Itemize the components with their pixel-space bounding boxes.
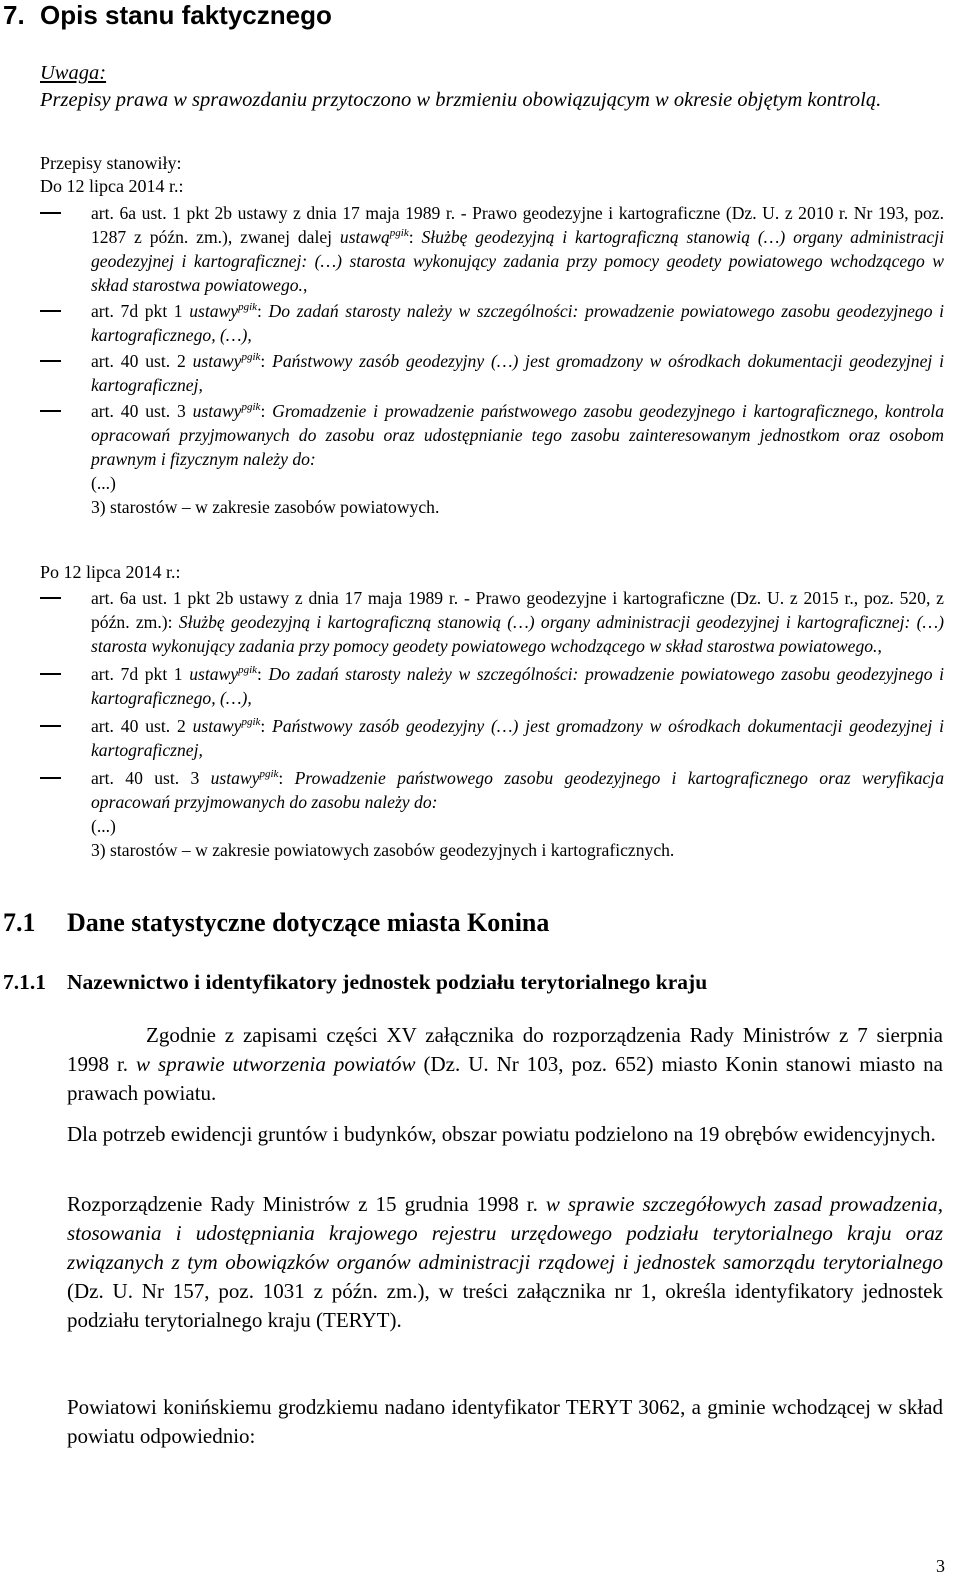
paragraph: Dla potrzeb ewidencji gruntów i budynków, obszar powiatu podzielono na 19 obrębów ewidencyjnych. <box>67 1122 936 1146</box>
note-block <box>40 60 945 114</box>
dash-bullet <box>40 360 61 362</box>
page-number: 3 <box>936 1556 945 1576</box>
subsubsection-title: Nazewnictwo i identyfikatory jednostek podziału terytorialnego kraju <box>67 970 708 994</box>
dash-bullet <box>40 725 61 727</box>
dash-bullet <box>40 212 61 214</box>
provisions-list-after <box>40 586 944 862</box>
paragraph: Powiatowi konińskiemu grodzkiemu nadano identyfikator TERYT 3062, a gminie wchodzącej w skład powiatu odpowiednio: <box>67 1395 943 1448</box>
dash-bullet <box>40 673 61 675</box>
subsection-title: Dane statystyczne dotyczące miasta Konina <box>67 908 550 937</box>
section-number: 7. <box>3 0 25 30</box>
paragraph: Zgodnie z zapisami części XV załącznika do rozporządzenia Rady Ministrów z 7 sierpnia 1998 r. w sprawie utworzenia powiatów (Dz. U. Nr 103, poz. 652) miasto Konin stanowi miasto na prawach powiatu. <box>67 1023 943 1105</box>
list-item: art. 6a ust. 1 pkt 2b ustawy z dnia 17 maja 1989 r. - Prawo geodezyjne i kartograficzne (Dz. U. z 2010 r. Nr 193, poz. 1287 z późn. zm.), zwanej dalej ustawą$^{pgik}$: Służbę geodezyjną i kartograficzną stanowią (…) organy administracji geodezyjnej i kartograficznej: (…) starosta wykonujący zadania przy pomocy geodety powiatowego wchodzącego w skład starostwa powiatowego., <box>40 201 944 297</box>
period-label-after: Po 12 lipca 2014 r.: <box>40 562 181 582</box>
note-label: Uwaga: <box>40 62 107 84</box>
period-label-before: Do 12 lipca 2014 r.: <box>40 176 184 196</box>
section-title: Opis stanu faktycznego <box>40 0 332 30</box>
list-item: art. 7d pkt 1 ustawy$^{pgik}$: Do zadań starosty należy w szczególności: prowadzenie powiatowego zasobu geodezyjnego i kartograficznego, (…), <box>40 299 944 347</box>
list-item: art. 40 ust. 3 ustawy$^{pgik}$: Gromadzenie i prowadzenie państwowego zasobu geodezyjnego i kartograficznego, kontrola opracowań przyjmowanych do zasobu oraz udostępnianie tego zasobu zainteresowanym jednostkom oraz osobom prawnym i fizycznym należy do: (...) 3) starostów – w zakresie zasobów powiatowych. <box>40 399 944 519</box>
paragraph: Rozporządzenie Rady Ministrów z 15 grudnia 1998 r. w sprawie szczegółowych zasad prowadzenia, stosowania i udostępniania krajowego rejestru urzędowego podziału terytorialnego kraju oraz związanych z tym obowiązków organów administracji rządowej i jednostek samorządu terytorialnego (Dz. U. Nr 157, poz. 1031 z późn. zm.), w treści załącznika nr 1, określa identyfikatory jednostek podziału terytorialnego kraju (TERYT). <box>67 1192 943 1332</box>
dash-bullet <box>40 410 61 412</box>
dash-bullet <box>40 597 61 599</box>
list-item: art. 6a ust. 1 pkt 2b ustawy z dnia 17 maja 1989 r. - Prawo geodezyjne i kartograficzne (Dz. U. z 2015 r., poz. 520, z późn. zm.): Służbę geodezyjną i kartograficzną stanowią (…) organy administracji geodezyjnej i kartograficznej: (…) starosta wykonujący zadania przy pomocy geodety powiatowego wchodzącego w skład starostwa powiatowego., <box>40 586 944 658</box>
note-text: Przepisy prawa w sprawozdaniu przytoczono w brzmieniu obowiązującym w okresie objętym kontrolą. <box>40 89 882 111</box>
list-item: art. 40 ust. 3 ustawy$^{pgik}$: Prowadzenie państwowego zasobu geodezyjnego i kartograficznego oraz weryfikacja opracowań przyjmowanych do zasobu należy do: (...) 3) starostów – w zakresie powiatowych zasobów geodezyjnych i kartograficznych. <box>40 766 944 862</box>
subsection-number: 7.1 <box>3 908 36 937</box>
subsubsection-number: 7.1.1 <box>3 970 46 994</box>
provisions-list-before <box>40 201 944 519</box>
list-item: art. 7d pkt 1 ustawy$^{pgik}$: Do zadań starosty należy w szczególności: prowadzenie powiatowego zasobu geodezyjnego i kartograficznego, (…), <box>40 662 944 710</box>
list-item: art. 40 ust. 2 ustawy$^{pgik}$: Państwowy zasób geodezyjny (…) jest gromadzony w ośrodkach dokumentacji geodezyjnej i kartograficznej, <box>40 349 944 397</box>
dash-bullet <box>40 310 61 312</box>
dash-bullet <box>40 777 61 779</box>
list-item: art. 40 ust. 2 ustawy$^{pgik}$: Państwowy zasób geodezyjny (…) jest gromadzony w ośrodkach dokumentacji geodezyjnej i kartograficznej, <box>40 714 944 762</box>
intro-text: Przepisy stanowiły: <box>40 153 182 173</box>
